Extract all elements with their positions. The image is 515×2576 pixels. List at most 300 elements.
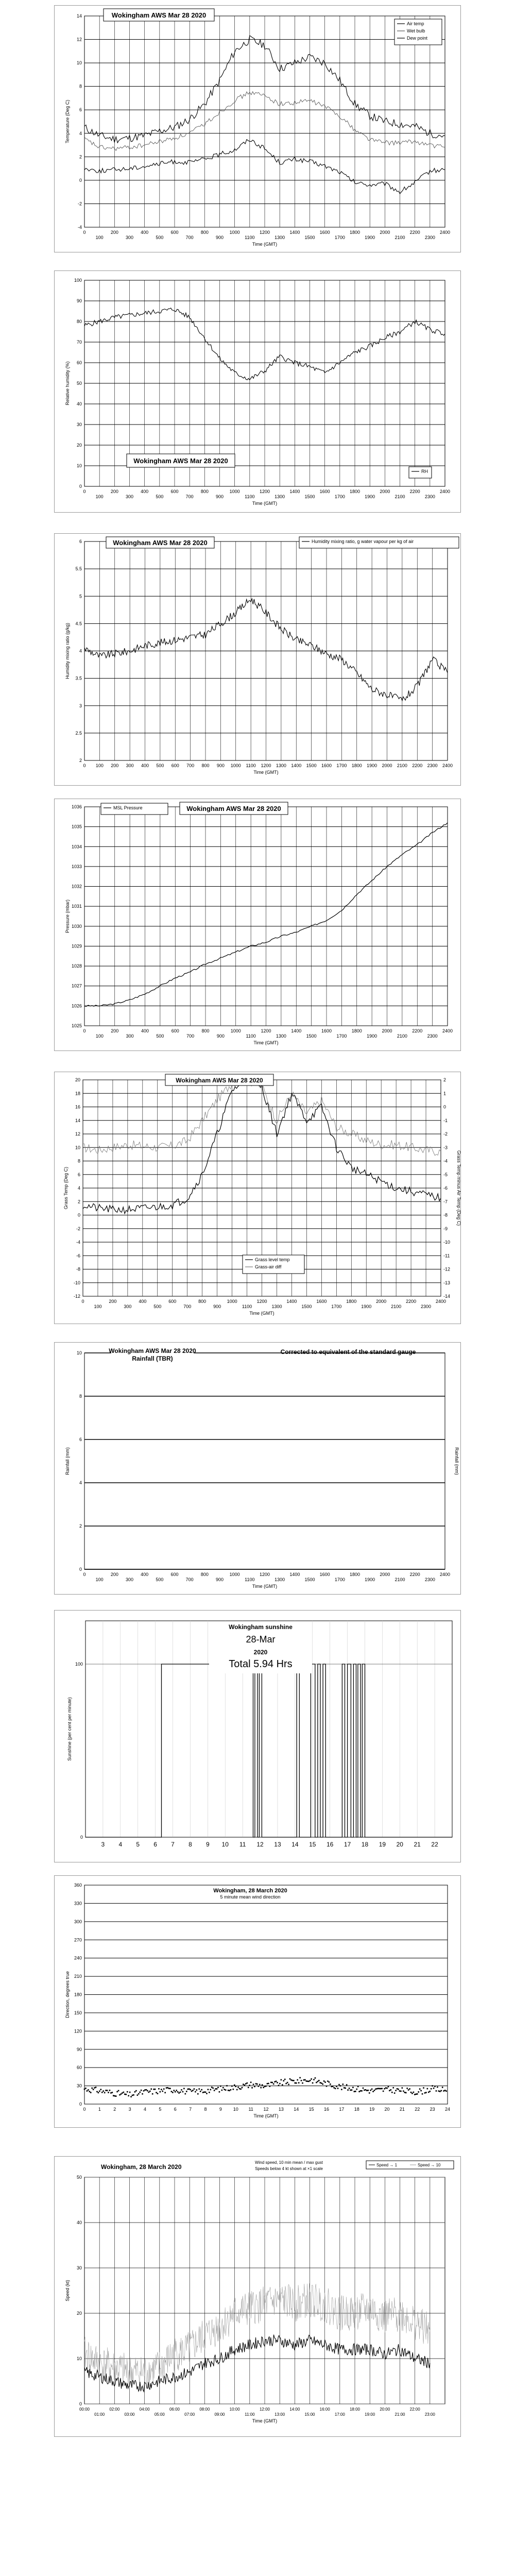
- data-point: [253, 2083, 254, 2085]
- y-tick-label: 10: [76, 2356, 82, 2361]
- data-point: [376, 2088, 378, 2090]
- y-tick-label: 18: [75, 1091, 80, 1096]
- x-tick-label: 07:00: [184, 2412, 195, 2417]
- x-tick-label: 600: [170, 1572, 179, 1577]
- x-tick-label: 500: [156, 1033, 164, 1039]
- data-point: [206, 2093, 208, 2094]
- y-tick-label: 60: [76, 2065, 82, 2071]
- y-tick-label: 40: [76, 2220, 82, 2225]
- y-tick-label: 80: [76, 319, 82, 324]
- x-tick-label: 900: [215, 494, 224, 499]
- data-point: [167, 2087, 168, 2089]
- y-tick-label: 0: [79, 2401, 82, 2406]
- y-tick-label: 6: [77, 1172, 80, 1177]
- x-tick-label: 2400: [442, 763, 453, 768]
- legend-entry: Grass-air diff: [255, 1264, 282, 1269]
- data-point: [355, 2091, 356, 2092]
- data-point: [234, 2084, 235, 2086]
- data-point: [187, 2089, 188, 2090]
- y-tick-label: -8: [76, 1266, 80, 1272]
- y2-tick-label: -5: [443, 1172, 448, 1177]
- data-point: [246, 2082, 248, 2084]
- x-axis-label: Time (GMT): [253, 2113, 279, 2119]
- x-tick-label: 1600: [316, 1299, 327, 1304]
- legend-entry: RH: [421, 469, 428, 474]
- data-point: [93, 2089, 94, 2090]
- data-point: [177, 2091, 179, 2093]
- x-tick-label: 1500: [304, 235, 315, 240]
- x-tick-label: 2400: [439, 1572, 451, 1577]
- data-point: [402, 2087, 403, 2089]
- y-tick-label: 60: [76, 360, 82, 365]
- x-tick-label: 800: [201, 763, 210, 768]
- x-tick-label: 15:00: [304, 2412, 315, 2417]
- x-tick-label: 1000: [229, 489, 240, 494]
- x-tick-label: 1300: [274, 494, 285, 499]
- data-point: [360, 2090, 362, 2092]
- data-point: [95, 2087, 97, 2088]
- y-axis-label: Grass Temp (Deg C): [63, 1166, 68, 1210]
- x-axis-label: Time (GMT): [249, 1311, 274, 1316]
- x-tick-label: 01:00: [94, 2412, 105, 2417]
- data-point: [341, 2089, 342, 2090]
- legend-entry: Speed → 10: [418, 2163, 441, 2167]
- data-point: [282, 2084, 283, 2086]
- x-tick-label: 100: [95, 763, 104, 768]
- x-tick-label: 2000: [376, 1299, 387, 1304]
- x-tick-label: 17:00: [334, 2412, 345, 2417]
- x-tick-label: 3: [101, 1841, 105, 1848]
- x-tick-label: 09:00: [214, 2412, 225, 2417]
- data-point: [90, 2092, 92, 2093]
- y2-tick-label: 1: [443, 1091, 447, 1096]
- y-axis-label: Temperature (Deg C): [65, 99, 70, 144]
- x-tick-label: 100: [95, 235, 104, 240]
- x-tick-label: 200: [111, 1028, 119, 1033]
- x-tick-label: 18:00: [349, 2407, 360, 2412]
- data-point: [164, 2092, 166, 2094]
- x-tick-label: 1600: [321, 763, 332, 768]
- data-point: [118, 2090, 119, 2092]
- x-tick-label: 16: [326, 1841, 334, 1848]
- data-point: [335, 2088, 336, 2089]
- data-point: [156, 2092, 157, 2093]
- data-point: [191, 2091, 193, 2092]
- y-tick-label: -2: [77, 201, 82, 207]
- data-point: [384, 2088, 385, 2090]
- y-tick-label: 0: [79, 2102, 82, 2107]
- y-tick-label: -4: [77, 225, 82, 230]
- x-tick-label: 3: [128, 2107, 131, 2112]
- data-point: [324, 2081, 326, 2083]
- x-tick-label: 400: [141, 230, 149, 235]
- y-tick-label: 8: [77, 1158, 80, 1164]
- mixing-ratio-chart: [55, 534, 461, 786]
- y-tick-label: 30: [76, 422, 82, 427]
- data-point: [183, 2088, 185, 2090]
- y-tick-label: 6: [79, 1437, 82, 1442]
- legend-entry: Humidity mixing ratio, g water vapour per kg of air: [312, 539, 414, 544]
- y-tick-label: 1026: [71, 1003, 82, 1009]
- x-tick-label: 1100: [246, 1033, 256, 1039]
- data-point: [137, 2094, 139, 2096]
- grass-temp-chart: [55, 1072, 461, 1325]
- data-point: [91, 2088, 93, 2089]
- data-point: [105, 2090, 107, 2091]
- x-axis-label: Time (GMT): [253, 1040, 279, 1045]
- data-point: [154, 2089, 156, 2090]
- x-tick-label: 10: [233, 2107, 238, 2112]
- data-point: [429, 2091, 431, 2092]
- y-tick-label: 0: [80, 1835, 83, 1840]
- data-point: [101, 2092, 103, 2093]
- data-point: [122, 2092, 123, 2094]
- x-tick-label: 2300: [427, 763, 438, 768]
- y-tick-label: 1029: [71, 943, 82, 949]
- data-point: [225, 2089, 227, 2091]
- data-point: [363, 2088, 364, 2089]
- y-tick-label: 1036: [71, 804, 82, 809]
- y-tick-label: 4.5: [75, 621, 82, 626]
- x-tick-label: 1400: [289, 489, 300, 494]
- chart-date: 28-Mar: [246, 1634, 276, 1645]
- x-tick-label: 1900: [367, 763, 377, 768]
- x-axis-label: Time (GMT): [252, 1584, 278, 1589]
- data-point: [442, 2087, 443, 2088]
- chart-subtitle: 5 minute mean wind direction: [220, 1894, 281, 1900]
- data-point: [406, 2088, 408, 2089]
- data-point: [205, 2092, 207, 2093]
- x-tick-label: 2200: [412, 1028, 423, 1033]
- data-point: [445, 2090, 447, 2092]
- data-point: [408, 2089, 409, 2091]
- y-tick-label: 12: [75, 1131, 80, 1137]
- x-tick-label: 1200: [261, 1028, 271, 1033]
- data-point: [161, 2089, 162, 2090]
- x-tick-label: 300: [126, 1033, 134, 1039]
- data-point: [381, 2088, 383, 2090]
- x-tick-label: 400: [141, 489, 149, 494]
- y-tick-label: 0: [79, 177, 82, 183]
- x-tick-label: 1000: [230, 763, 241, 768]
- data-point: [212, 2088, 214, 2089]
- x-tick-label: 22:00: [409, 2407, 420, 2412]
- x-tick-label: 11:00: [245, 2412, 255, 2417]
- y2-tick-label: -9: [443, 1226, 448, 1231]
- data-point: [352, 2087, 354, 2088]
- legend-entry: Wet bulb: [407, 28, 425, 33]
- data-point: [102, 2090, 104, 2092]
- x-tick-label: 10: [221, 1841, 229, 1848]
- x-tick-label: 1800: [346, 1299, 357, 1304]
- x-tick-label: 1000: [229, 230, 240, 235]
- data-point: [139, 2092, 141, 2093]
- data-point: [113, 2095, 114, 2096]
- data-point: [321, 2082, 322, 2084]
- x-tick-label: 1300: [276, 763, 286, 768]
- x-tick-label: 2100: [394, 1577, 405, 1582]
- x-tick-label: 200: [110, 230, 118, 235]
- data-point: [443, 2090, 444, 2092]
- data-point: [181, 2089, 182, 2091]
- data-point: [270, 2082, 272, 2083]
- data-point: [284, 2079, 286, 2080]
- wind-direction-chart-panel: [54, 1875, 461, 2128]
- data-point: [394, 2092, 396, 2094]
- x-tick-label: 0: [83, 2107, 86, 2112]
- x-tick-label: 8: [204, 2107, 207, 2112]
- data-point: [244, 2084, 246, 2086]
- x-tick-label: 04:00: [139, 2407, 150, 2412]
- wind-speed-chart: [55, 2157, 461, 2437]
- x-tick-label: 400: [141, 1572, 149, 1577]
- x-tick-label: 1800: [349, 489, 360, 494]
- data-point: [263, 2087, 264, 2088]
- data-point: [254, 2086, 255, 2088]
- data-point: [233, 2089, 234, 2090]
- data-point: [226, 2085, 228, 2087]
- sunshine-chart-panel: [54, 1610, 461, 1862]
- data-point: [249, 2084, 250, 2086]
- data-point: [178, 2092, 180, 2094]
- data-point: [409, 2088, 410, 2090]
- data-point: [149, 2091, 151, 2092]
- y2-tick-label: -6: [443, 1185, 448, 1191]
- data-point: [383, 2091, 384, 2092]
- data-point: [236, 2089, 238, 2091]
- x-tick-label: 2400: [439, 489, 451, 494]
- x-tick-label: 6: [153, 1841, 157, 1848]
- data-point: [379, 2088, 381, 2090]
- data-point: [444, 2090, 446, 2091]
- data-point: [398, 2089, 399, 2090]
- data-point: [274, 2081, 276, 2082]
- data-point: [130, 2096, 132, 2097]
- y-tick-label: 10: [76, 60, 82, 66]
- chart-title: Wokingham, 28 March 2020: [213, 1888, 287, 1894]
- data-point: [437, 2087, 438, 2088]
- y-tick-label: 12: [76, 37, 82, 42]
- legend-entry: Speed → 1: [376, 2163, 398, 2167]
- data-point: [340, 2085, 341, 2087]
- data-point: [94, 2087, 95, 2089]
- x-tick-label: 500: [156, 235, 164, 240]
- data-point: [317, 2081, 319, 2082]
- x-tick-label: 900: [213, 1304, 221, 1309]
- y-tick-label: 10: [76, 1350, 82, 1355]
- x-tick-label: 1300: [274, 235, 285, 240]
- x-axis-label: Time (GMT): [252, 242, 278, 247]
- x-tick-label: 7: [189, 2107, 192, 2112]
- data-point: [85, 2088, 87, 2089]
- data-point: [414, 2094, 416, 2095]
- data-point: [202, 2092, 204, 2093]
- data-point: [158, 2088, 160, 2090]
- data-point: [258, 2086, 260, 2087]
- data-point: [142, 2093, 143, 2095]
- y-tick-label: 270: [74, 1937, 82, 1943]
- rainfall-chart: [55, 1343, 461, 1595]
- data-point: [389, 2090, 390, 2092]
- data-point: [354, 2091, 355, 2092]
- x-tick-label: 4: [143, 2107, 147, 2112]
- x-tick-label: 9: [219, 2107, 222, 2112]
- x-tick-label: 800: [198, 1299, 207, 1304]
- x-tick-label: 400: [141, 763, 149, 768]
- data-point: [366, 2090, 368, 2091]
- data-point: [138, 2093, 140, 2095]
- x-tick-label: 0: [83, 230, 86, 235]
- x-tick-label: 1400: [286, 1299, 297, 1304]
- x-tick-label: 15: [309, 1841, 316, 1848]
- y-tick-label: 150: [74, 2010, 82, 2015]
- data-point: [326, 2086, 328, 2087]
- data-point: [144, 2089, 146, 2091]
- x-tick-label: 05:00: [154, 2412, 165, 2417]
- pressure-chart-panel: [54, 799, 461, 1051]
- temperature-chart-panel: [54, 5, 461, 252]
- data-point: [216, 2088, 218, 2090]
- data-point: [160, 2091, 161, 2093]
- x-tick-label: 100: [95, 1577, 104, 1582]
- x-tick-label: 13: [274, 1841, 281, 1848]
- y-tick-label: 50: [76, 381, 82, 386]
- data-point: [418, 2091, 419, 2093]
- data-point: [361, 2090, 363, 2092]
- x-tick-label: 1300: [274, 1577, 285, 1582]
- x-axis-label: Time (GMT): [252, 501, 278, 506]
- x-tick-label: 18: [361, 1841, 369, 1848]
- data-point: [271, 2082, 273, 2083]
- data-point: [269, 2086, 271, 2087]
- data-point: [141, 2090, 142, 2091]
- x-tick-label: 400: [141, 1028, 149, 1033]
- data-point: [176, 2090, 177, 2091]
- data-point: [100, 2089, 102, 2090]
- data-point: [235, 2086, 236, 2087]
- x-tick-label: 2100: [391, 1304, 402, 1309]
- y2-tick-label: 2: [443, 1077, 447, 1082]
- data-point: [329, 2081, 330, 2083]
- y-tick-label: 1034: [71, 844, 82, 850]
- y-tick-label: 1030: [71, 923, 82, 929]
- x-tick-label: 1400: [291, 1028, 302, 1033]
- data-point: [416, 2093, 417, 2095]
- y-axis-label: Humidity mixing ratio (g/kg): [65, 622, 70, 680]
- data-point: [152, 2093, 153, 2095]
- chart-year: 2020: [253, 1649, 268, 1656]
- x-tick-label: 1800: [351, 1028, 362, 1033]
- x-tick-label: 18: [354, 2107, 359, 2112]
- data-point: [411, 2093, 413, 2094]
- data-point: [195, 2091, 196, 2093]
- data-point: [434, 2086, 436, 2088]
- y2-tick-label: -11: [443, 1253, 450, 1259]
- data-point: [303, 2079, 305, 2081]
- data-point: [166, 2087, 167, 2089]
- x-tick-label: 1200: [259, 489, 270, 494]
- y-tick-label: -10: [73, 1280, 80, 1285]
- x-tick-label: 2100: [397, 1033, 407, 1039]
- data-point: [390, 2089, 392, 2091]
- data-point: [243, 2083, 244, 2085]
- data-point: [375, 2089, 376, 2090]
- data-point: [349, 2088, 350, 2089]
- x-tick-label: 1900: [367, 1033, 377, 1039]
- data-point: [346, 2084, 348, 2086]
- y-tick-label: -4: [76, 1240, 80, 1245]
- data-point: [188, 2088, 190, 2090]
- data-point: [431, 2088, 432, 2090]
- x-tick-label: 700: [186, 1033, 195, 1039]
- data-point: [298, 2082, 300, 2083]
- data-point: [115, 2095, 117, 2097]
- data-point: [404, 2092, 405, 2093]
- x-tick-label: 1100: [242, 1304, 252, 1309]
- x-tick-label: 14:00: [289, 2407, 300, 2412]
- x-tick-label: 1700: [334, 1577, 345, 1582]
- x-tick-label: 17: [339, 2107, 345, 2112]
- y-tick-label: 3: [79, 703, 82, 708]
- data-point: [428, 2092, 430, 2093]
- y-tick-label: 1028: [71, 963, 82, 969]
- x-tick-label: 1300: [271, 1304, 282, 1309]
- x-tick-label: 2300: [421, 1304, 432, 1309]
- data-point: [322, 2083, 323, 2085]
- x-tick-label: 300: [125, 494, 134, 499]
- data-point: [391, 2092, 393, 2093]
- y2-tick-label: -1: [443, 1117, 448, 1123]
- x-tick-label: 20: [396, 1841, 403, 1848]
- data-point: [185, 2093, 186, 2095]
- y-tick-label: 70: [76, 340, 82, 345]
- legend-entry: Air temp: [407, 21, 424, 26]
- x-tick-label: 2200: [409, 1572, 420, 1577]
- y2-axis-label: Grass Temp minus Air Temp (Deg C): [456, 1150, 461, 1226]
- x-tick-label: 19: [379, 1841, 386, 1848]
- data-point: [438, 2090, 440, 2092]
- data-point: [331, 2086, 332, 2088]
- y-tick-label: 20: [76, 443, 82, 448]
- x-tick-label: 1100: [245, 494, 255, 499]
- data-point: [306, 2080, 307, 2082]
- x-tick-label: 2000: [380, 230, 390, 235]
- y-tick-label: 330: [74, 1901, 82, 1906]
- x-tick-label: 2100: [394, 235, 405, 240]
- data-point: [259, 2084, 261, 2086]
- data-point: [318, 2080, 320, 2081]
- y-tick-label: 10: [75, 1145, 80, 1150]
- data-point: [88, 2089, 89, 2091]
- data-point: [128, 2095, 129, 2097]
- y2-tick-label: -4: [443, 1158, 448, 1164]
- data-point: [194, 2088, 195, 2090]
- data-point: [288, 2084, 289, 2086]
- data-point: [228, 2090, 229, 2091]
- data-point: [290, 2079, 292, 2081]
- x-tick-label: 200: [110, 489, 118, 494]
- data-point: [285, 2083, 287, 2084]
- x-tick-label: 1000: [230, 1028, 241, 1033]
- data-point: [299, 2077, 301, 2079]
- y-tick-label: 4: [77, 1185, 80, 1191]
- x-tick-label: 1700: [336, 763, 347, 768]
- x-tick-label: 1200: [259, 230, 270, 235]
- chart-title: Wokingham AWS Mar 28 2020: [111, 11, 207, 19]
- data-point: [332, 2086, 334, 2087]
- y-tick-label: 2: [79, 154, 82, 160]
- data-point: [129, 2092, 131, 2093]
